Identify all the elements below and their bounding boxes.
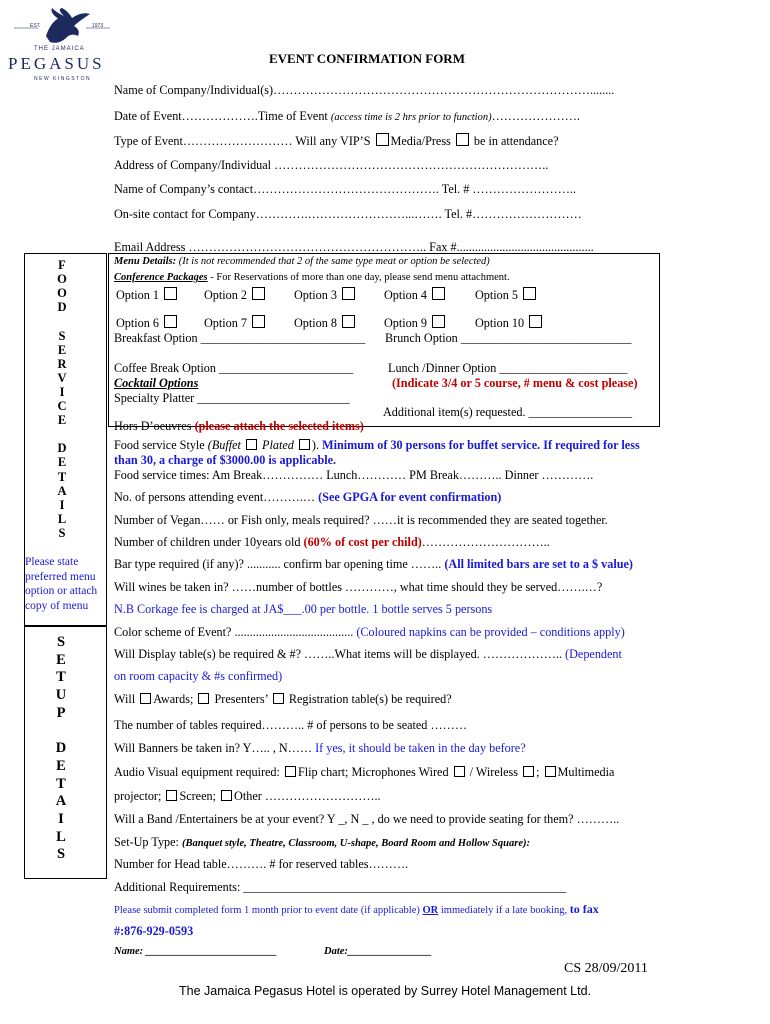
option-checkbox[interactable] (342, 287, 355, 300)
media-label: Media/Press (390, 134, 454, 148)
setup-sidebar-letter: E (56, 651, 66, 668)
attendance-label: be in attendance? (470, 134, 559, 148)
conference-line (114, 272, 510, 283)
contact-line[interactable]: Name of Company’s contact………………………………………. Tel. # …………………….. (114, 182, 577, 196)
projector-label: projector; (114, 789, 165, 803)
vip-checkbox[interactable] (376, 133, 389, 146)
option-checkbox[interactable] (252, 287, 265, 300)
bar-note: (All limited bars are set to a $ value) (444, 557, 633, 571)
setup-sidebar-letter: S (56, 634, 66, 650)
mic-wireless-checkbox[interactable] (523, 766, 534, 777)
tables-line[interactable]: The number of tables required……….. # of persons to be seated ……… (114, 718, 468, 732)
date-signature-line[interactable]: Date:________________ (324, 946, 432, 957)
display-label: Will Display table(s) be required & #? ……..What items will be displayed. ……………….. (114, 647, 566, 661)
flip-mic-label: Flip chart; Microphones Wired (297, 765, 452, 779)
submit-fax: to fax (569, 902, 599, 916)
access-note: (access time is 2 hrs prior to function) (330, 112, 492, 123)
email-fax-line[interactable]: Email Address ………………………………………………….. Fax #............................................. (114, 240, 594, 254)
setup-sidebar-letter: P (56, 704, 66, 721)
option-checkbox[interactable] (342, 315, 355, 328)
option-label: Option 5 (475, 288, 518, 302)
food-sidebar-letter: A (57, 483, 67, 498)
additional-requirements[interactable]: Additional Requirements: _____________________________________________________ (114, 880, 567, 894)
plated-checkbox[interactable] (299, 439, 310, 450)
brunch-option[interactable]: Brunch Option ____________________________ (385, 331, 632, 345)
menu-option-4[interactable] (384, 287, 447, 303)
setup-sidebar-letter: A (55, 793, 67, 810)
option-checkbox[interactable] (523, 287, 536, 300)
other-label: Other ……………………….. (234, 789, 381, 803)
menu-option-7[interactable] (204, 315, 267, 331)
children-cost-note: (60% of cost per child) (303, 535, 422, 549)
option-checkbox[interactable] (432, 315, 445, 328)
hors-note: (please attach the selected items) (194, 419, 364, 433)
setup-type-label: Set-Up Type: (114, 835, 182, 849)
wireless-label: / Wireless (466, 765, 522, 779)
menu-note: Please state preferred menu option or attach copy of menu (25, 556, 98, 612)
option-checkbox[interactable] (529, 315, 542, 328)
submit-note (114, 902, 599, 917)
hors-doeuvres-label: Hors D’oeuvres (114, 419, 195, 433)
setup-sidebar-letter: D (55, 740, 67, 757)
food-sidebar-letter: I (59, 497, 65, 512)
option-label: Option 7 (204, 316, 247, 330)
menu-option-10[interactable] (475, 315, 544, 331)
presenters-label: Presenters’ (211, 692, 271, 706)
footer-operator: The Jamaica Pegasus Hotel is operated by Surrey Hotel Management Ltd. (178, 984, 592, 998)
setup-sidebar-letter: E (56, 757, 66, 774)
children-label: Number of children under 10years old (114, 535, 304, 549)
food-sidebar-letter: F (58, 258, 66, 272)
children-line[interactable] (114, 535, 550, 550)
logo-year: 1973 (92, 23, 104, 29)
bar-line[interactable] (114, 557, 633, 572)
setup-sidebar-letter: S (56, 846, 66, 863)
date-label: Date of Event……………….Time of Event (114, 109, 331, 123)
capacity-note: on room capacity & #s confirmed) (114, 669, 283, 683)
food-sidebar-letter: D (57, 441, 67, 456)
logo-sub: NEW KINGSTON (34, 76, 92, 82)
awards-checkbox[interactable] (140, 693, 151, 704)
food-sidebar-letter: L (57, 511, 67, 526)
logo-est: EST. (30, 23, 41, 29)
date-tail: …………………. (491, 109, 580, 123)
presenters-checkbox[interactable] (198, 693, 209, 704)
plated-label: Plated (258, 438, 297, 452)
menu-details-label: Menu Details: (114, 256, 177, 267)
date-time-line[interactable] (114, 109, 580, 124)
other-checkbox[interactable] (221, 790, 232, 801)
hors-doeuvres-line (114, 419, 364, 434)
registration-checkbox[interactable] (273, 693, 284, 704)
event-type-line (114, 133, 559, 149)
setup-sidebar-letter: T (56, 775, 66, 792)
option-label: Option 3 (294, 288, 337, 302)
buffet-minimum-note: Minimum of 30 persons for buffet service. If required for less (322, 438, 640, 452)
food-sidebar-letter: R (57, 356, 67, 371)
flip-chart-checkbox[interactable] (285, 766, 296, 777)
breakfast-option[interactable]: Breakfast Option ___________________________ (114, 331, 366, 345)
children-tail: ………………………….. (421, 535, 550, 549)
food-sidebar-letter: O (57, 286, 67, 301)
option-checkbox[interactable] (164, 315, 177, 328)
option-label: Option 6 (116, 316, 159, 330)
conference-packages-label: Conference Packages (114, 272, 208, 283)
menu-details-line (114, 256, 490, 267)
form-title: EVENT CONFIRMATION FORM (269, 51, 465, 66)
service-style-line (114, 438, 640, 453)
multimedia-checkbox[interactable] (545, 766, 556, 777)
dependent-note: (Dependent (565, 647, 622, 661)
persons-label: No. of persons attending event……….… (114, 490, 319, 504)
av-line (114, 765, 614, 780)
service-style-label: Food service Style (114, 438, 208, 452)
option-label: Option 4 (384, 288, 427, 302)
option-label: Option 1 (116, 288, 159, 302)
food-sidebar-letter: V (57, 370, 67, 385)
screen-checkbox[interactable] (166, 790, 177, 801)
course-note: (Indicate 3/4 or 5 course, # menu & cost please) (392, 376, 638, 390)
food-sidebar-letter: E (57, 413, 67, 428)
food-sidebar-letter: D (57, 300, 67, 315)
onsite-contact-line[interactable]: On-site contact for Company………….……………………...……. Tel. #……………………… (114, 207, 582, 221)
setup-type-line[interactable] (114, 835, 530, 850)
color-scheme-line[interactable] (114, 625, 625, 640)
buffet-checkbox[interactable] (246, 439, 257, 450)
menu-option-5[interactable] (475, 287, 538, 303)
awards-prefix: Will (114, 692, 139, 706)
bar-label: Bar type required (if any)? ........... confirm bar opening time …….. (114, 557, 445, 571)
cs-code: CS 28/09/2011 (564, 961, 648, 976)
option-checkbox[interactable] (432, 287, 445, 300)
persons-line[interactable] (114, 490, 501, 505)
head-table-line[interactable]: Number for Head table………. # for reserved tables………. (114, 857, 409, 871)
vegan-line[interactable]: Number of Vegan…… or Fish only, meals required? ……it is recommended they are seated together. (114, 513, 608, 527)
banners-note: If yes, it should be taken in the day before? (315, 741, 526, 755)
hotel-logo (8, 6, 116, 86)
menu-details-note: (It is not recommended that 2 of the same type meat or option be selected) (176, 256, 490, 267)
awards-line (114, 692, 452, 707)
submit-or: OR (422, 905, 439, 916)
av-separator: ; (536, 765, 543, 779)
media-checkbox[interactable] (456, 133, 469, 146)
food-sidebar-letter: E (57, 455, 67, 470)
service-times-line[interactable]: Food service times: Am Break…………… Lunch………… PM Break……….. Dinner …………. (114, 468, 594, 482)
food-sidebar-letter: C (57, 399, 67, 413)
option-label: Option 9 (384, 316, 427, 330)
additional-items[interactable]: Additional item(s) requested. _________________ (383, 405, 633, 419)
setup-sidebar-letter: U (55, 687, 67, 704)
buffet-label: (Buffet (207, 438, 244, 452)
screen-label: Screen; (179, 789, 220, 803)
option-checkbox[interactable] (252, 315, 265, 328)
band-line[interactable]: Will a Band /Entertainers be at your event? Y _, N _ , do we need to provide seating for them? ……….. (114, 812, 620, 826)
logo-brand: PEGASUS (8, 54, 105, 73)
buffet-charge-note: than 30, a charge of $3000.00 is applicable. (114, 453, 337, 467)
food-sidebar-letter: I (59, 384, 65, 399)
menu-option-9[interactable] (384, 315, 447, 331)
address-line[interactable]: Address of Company/Individual ………………………………………………………….. (114, 158, 549, 172)
banners-line[interactable] (114, 741, 526, 756)
food-sidebar-letter: S (58, 525, 66, 540)
name-signature-line[interactable]: Name: _________________________ (114, 946, 278, 957)
logo-small-line: THE JAMAICA (34, 46, 85, 52)
food-sidebar-letter: S (58, 328, 66, 343)
option-label: Option 8 (294, 316, 337, 330)
conference-note: - For Reservations of more than one day, please send menu attachment. (207, 272, 510, 283)
banners-label: Will Banners be taken in? Y….. , N…… (114, 741, 316, 755)
awards-label: Awards; (153, 692, 197, 706)
menu-option-6[interactable] (116, 315, 179, 331)
company-name-line[interactable]: Name of Company/Individual(s)……………………………………………………………………........ (114, 83, 615, 97)
option-label: Option 10 (475, 316, 525, 330)
option-checkbox[interactable] (164, 287, 177, 300)
setup-sidebar-letter: T (56, 669, 66, 686)
wines-line[interactable]: Will wines be taken in? ……number of bottles …………, what time should they be served…….…? (114, 580, 603, 594)
submit-text: Please submit completed form 1 month prior to event date (if applicable) (114, 905, 423, 916)
food-sidebar-letter: E (57, 342, 67, 357)
menu-option-2[interactable] (204, 287, 267, 303)
type-label: Type of Event……………………… Will any VIP’S (114, 134, 374, 148)
style-end: ). (311, 438, 323, 452)
mic-wired-checkbox[interactable] (454, 766, 465, 777)
gpga-note: (See GPGA for event confirmation) (318, 490, 502, 504)
setup-sidebar-letter: I (58, 811, 64, 827)
color-label: Color scheme of Event? ....................................... (114, 625, 357, 639)
menu-option-8[interactable] (294, 315, 357, 331)
food-sidebar-letter: T (57, 469, 67, 484)
napkins-note: (Coloured napkins can be provided – conditions apply) (356, 625, 625, 639)
cocktail-options: Cocktail Options (114, 376, 199, 390)
setup-sidebar-letter: L (56, 828, 66, 845)
coffee-break-option[interactable]: Coffee Break Option ______________________ (114, 361, 354, 375)
specialty-platter[interactable]: Specialty Platter _________________________ (114, 391, 350, 405)
option-label: Option 2 (204, 288, 247, 302)
av-label: Audio Visual equipment required: (114, 765, 283, 779)
multimedia-label: Multimedia (557, 765, 615, 779)
submit-late: immediately if a late booking, (438, 905, 570, 916)
projector-line (114, 789, 381, 804)
food-sidebar-letter: O (57, 272, 67, 287)
setup-type-options: (Banquet style, Theatre, Classroom, U-shape, Board Room and Hollow Square): (181, 838, 530, 849)
lunch-dinner-option[interactable]: Lunch /Dinner Option _____________________ (388, 361, 628, 375)
corkage-note: N.B Corkage fee is charged at JA$___.00 per bottle. 1 bottle serves 5 persons (114, 602, 493, 616)
menu-option-3[interactable] (294, 287, 357, 303)
display-line[interactable] (114, 647, 622, 662)
menu-option-1[interactable] (116, 287, 179, 303)
fax-number: #:876-929-0593 (114, 924, 194, 938)
registration-label: Registration table(s) be required? (285, 692, 452, 706)
